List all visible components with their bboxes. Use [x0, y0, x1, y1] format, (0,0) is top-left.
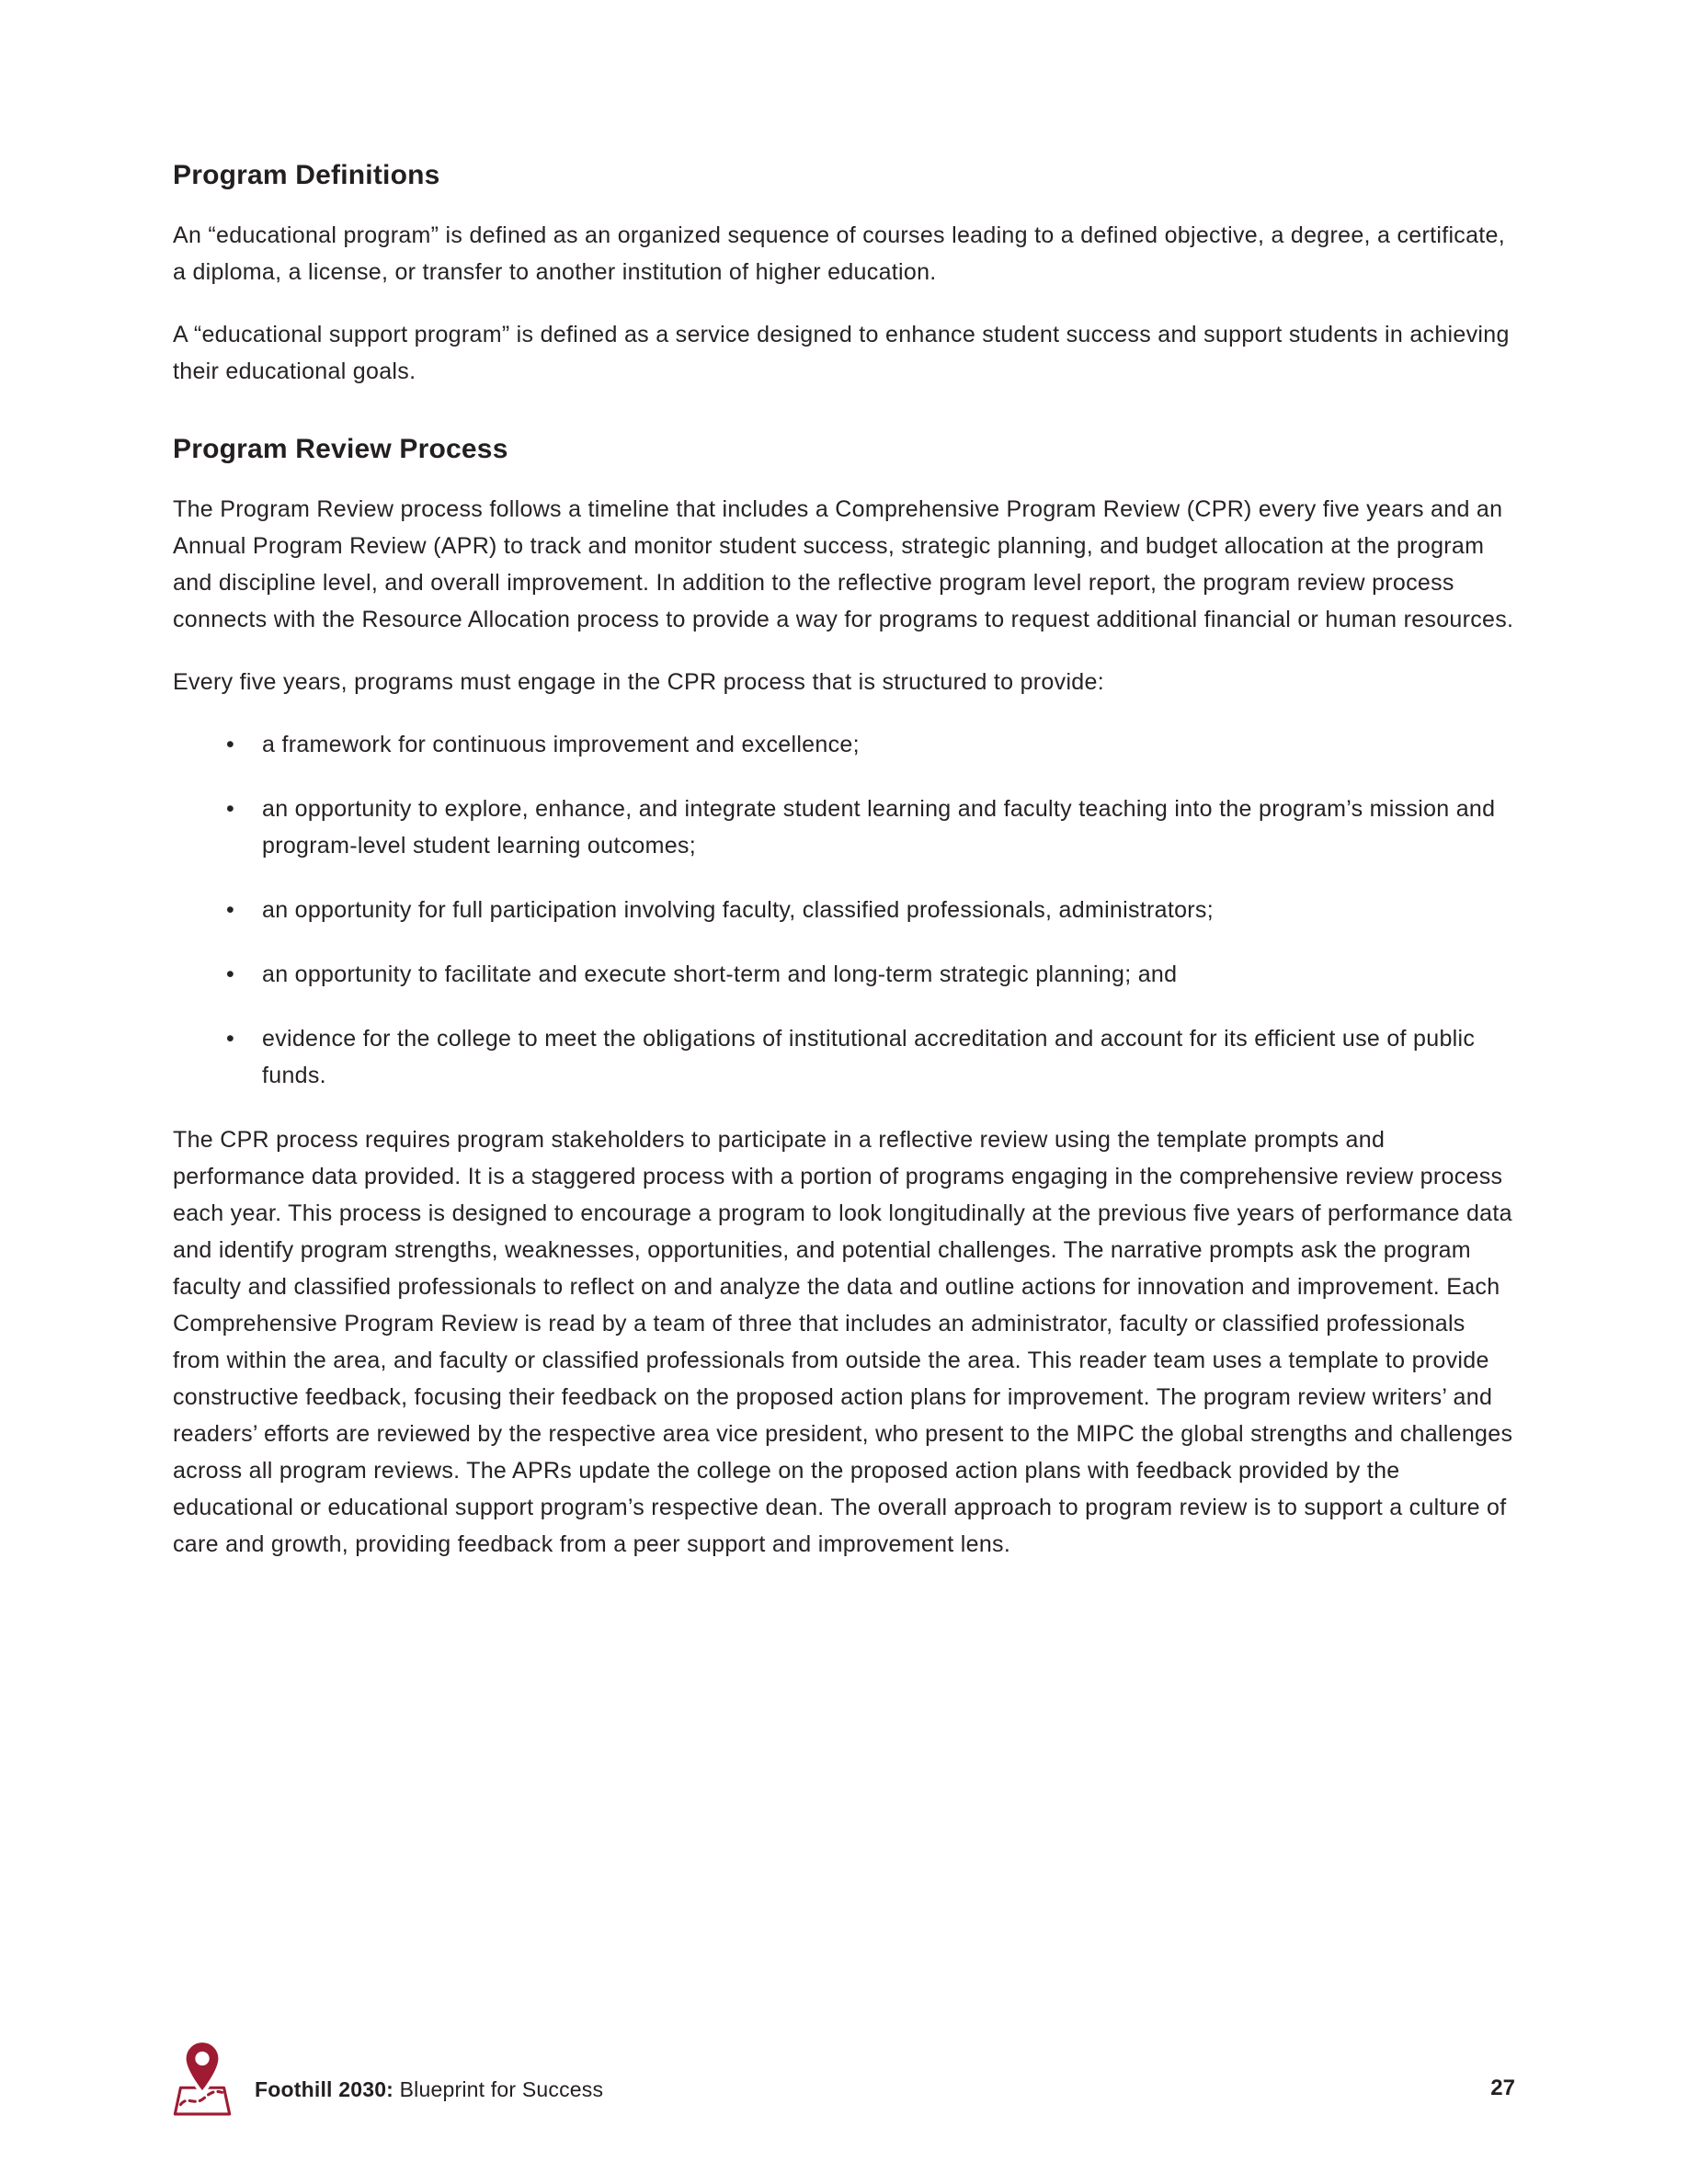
paragraph-educational-support-program-definition: A “educational support program” is defined as a service designed to enhance student success and support students in achieving their educational goals.: [173, 322, 1510, 384]
paragraph-cpr-intro: Every five years, programs must engage in the CPR process that is structured to provide:: [173, 669, 1104, 695]
footer-brand-text: [255, 2076, 603, 2102]
list-item: • a framework for continuous improvement and excellence;: [173, 726, 1517, 763]
page-content: [173, 158, 1517, 1588]
cpr-bullet-list: [173, 726, 1517, 1094]
map-pin-icon: [170, 2039, 234, 2118]
list-item: • evidence for the college to meet the obligations of institutional accreditation and account for its efficient use of public funds.: [173, 1020, 1517, 1094]
page-number: 27: [1490, 2076, 1515, 2100]
section-heading-program-review-process: Program Review Process: [173, 434, 508, 464]
list-item: • an opportunity for full participation involving faculty, classified professionals, administrators;: [173, 892, 1517, 928]
page-footer: [0, 2039, 1688, 2131]
paragraph-cpr-process-detail: The CPR process requires program stakeholders to participate in a reflective review using the template prompts and performance data provided. It is a staggered process with a portion of programs engaging in the comprehensive review process each year. This process is designed to encourage a program to look longitudinally at the previous five years of performance data and identify program strengths, weaknesses, opportunities, and potential challenges. The narrative prompts ask the program faculty and classified professionals to reflect on and analyze the data and outline actions for innovation and improvement. Each Comprehensive Program Review is read by a team of three that includes an administrator, faculty or classified professionals from within the area, and faculty or classified professionals from outside the area. This reader team uses a template to provide constructive feedback, focusing their feedback on the proposed action plans for improvement. The program review writers’ and readers’ efforts are reviewed by the respective area vice president, who present to the MIPC the global strengths and challenges across all program reviews. The APRs update the college on the proposed action plans with feedback provided by the educational or educational support program’s respective dean. The overall approach to program review is to support a culture of care and growth, providing feedback from a peer support and improvement lens.: [173, 1127, 1513, 1557]
footer-brand-title: Foothill 2030:: [255, 2077, 394, 2101]
footer-brand: [170, 2039, 603, 2118]
section-heading-program-definitions: Program Definitions: [173, 160, 440, 190]
list-item: • an opportunity to explore, enhance, and integrate student learning and faculty teaching into the program’s mission and program-level student learning outcomes;: [173, 791, 1517, 864]
paragraph-educational-program-definition: An “educational program” is defined as an organized sequence of courses leading to a defined objective, a degree, a certificate, a diploma, a license, or transfer to another institution of higher education.: [173, 222, 1506, 285]
list-item: • an opportunity to facilitate and execute short-term and long-term strategic planning; and: [173, 956, 1517, 993]
paragraph-program-review-timeline: The Program Review process follows a timeline that includes a Comprehensive Program Review (CPR) every five years and an Annual Program Review (APR) to track and monitor student success, strategic planning, and budget allocation at the program and discipline level, and overall improvement. In addition to the reflective program level report, the program review process connects with the Resource Allocation process to provide a way for programs to request additional financial or human resources.: [173, 496, 1514, 632]
footer-brand-subtitle: Blueprint for Success: [393, 2077, 604, 2101]
